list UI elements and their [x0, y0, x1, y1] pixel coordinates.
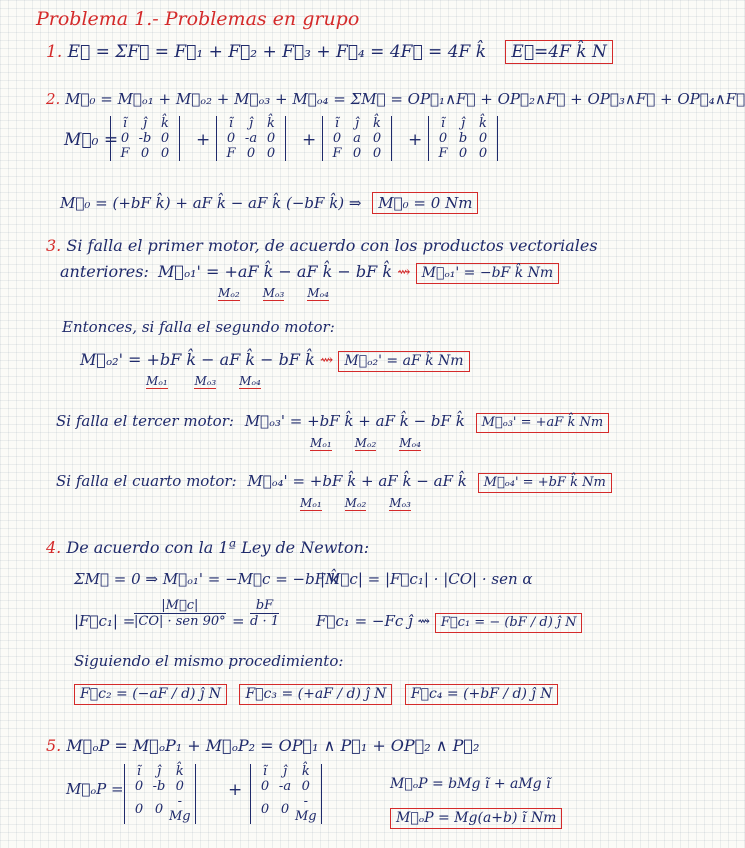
determinant-cell: -b	[138, 131, 152, 146]
problem-3-result4: M⃗ₒ₄' = +bF k̂ Nm	[478, 473, 612, 493]
determinant-row	[255, 794, 317, 824]
determinant-cell: 0	[372, 131, 382, 146]
determinant-row	[115, 146, 175, 161]
determinant-cell: 0	[260, 779, 270, 794]
determinant-cell: 0	[478, 146, 488, 161]
determinant-cell: F	[332, 146, 342, 161]
plus-sign: +	[228, 780, 243, 800]
determinant-row	[221, 146, 281, 161]
determinant-row	[433, 116, 493, 131]
determinant-cell: 0	[140, 146, 150, 161]
determinant-cell: k̂	[267, 116, 275, 131]
page-title: Problema 1.- Problemas en grupo	[36, 8, 360, 30]
fraction-1	[134, 598, 226, 629]
determinant-cell: ȷ̂	[142, 116, 148, 131]
determinant-cell: ȷ̂	[354, 116, 360, 131]
determinant-cell: ĩ	[334, 116, 340, 131]
problem-3-eq1: M⃗ₒ₁' = +aF k̂ − aF k̂ − bF k̂	[157, 262, 393, 281]
determinant-cell: F	[438, 146, 448, 161]
problem-4-eq4-row	[316, 612, 582, 633]
determinant-row	[221, 116, 281, 131]
problem-4-eq1: ΣM⃗ = 0 ⇒ M⃗ₒ₁' = −M⃗c = −bF k̂	[74, 570, 339, 588]
determinant-matrix	[115, 116, 175, 161]
fraction-1-denominator: |CO| · sen 90°	[134, 614, 226, 629]
problem-4-eq2: |M⃗c| = |F⃗c₁| · |CO| · sen α	[320, 570, 533, 588]
determinant-cell: ĩ	[136, 764, 142, 779]
determinant-cell: -b	[152, 779, 166, 794]
determinant-cell: k̂	[175, 764, 184, 779]
determinant-cell: a	[353, 131, 361, 146]
problem-3-text5: Si falla el cuarto motor:	[56, 472, 237, 490]
problem-3-result3: M⃗ₒ₃' = +aF k̂ Nm	[476, 413, 610, 433]
problem-3-number: 3.	[46, 236, 62, 255]
determinant-3	[322, 116, 392, 161]
determinant-cell: -Mg	[295, 794, 317, 824]
determinant-cell: F	[226, 146, 236, 161]
determinant-cell: ȷ̂	[460, 116, 466, 131]
fraction-2-numerator: bF	[250, 598, 279, 614]
determinant-row	[327, 146, 387, 161]
problem-4-text1	[46, 538, 369, 557]
plus-sign: +	[408, 130, 423, 150]
sub-labels-3: Mₒ₁ Mₒ₂ Mₒ₄	[310, 436, 421, 450]
determinant-cell: 0	[266, 146, 276, 161]
determinant-cell: ĩ	[228, 116, 234, 131]
determinant-cell: 0	[332, 131, 342, 146]
determinant-cell: 0	[120, 131, 130, 146]
problem-4-intro: De acuerdo con la 1ª Ley de Newton:	[66, 538, 370, 557]
problem-4-text2: Siguiendo el mismo procedimiento:	[74, 652, 344, 670]
determinant-5-2	[250, 764, 322, 824]
sub-labels-1: Mₒ₂ Mₒ₃ Mₒ₄	[218, 286, 329, 300]
sub-labels-4: Mₒ₁ Mₒ₂ Mₒ₃	[300, 496, 411, 510]
determinant-matrix	[433, 116, 493, 161]
problem-4-result2: F⃗c₂ = (−aF / d) ȷ̂ N	[74, 684, 227, 705]
problem-4-eq3b: =	[232, 612, 245, 630]
plus-sign: +	[196, 130, 211, 150]
problem-3-result2: M⃗ₒ₂' = aF k̂ Nm	[338, 351, 469, 372]
plus-sign: +	[302, 130, 317, 150]
determinant-cell: 0	[175, 779, 184, 794]
problem-5-equation: M⃗ₒP = M⃗ₒP₁ + M⃗ₒP₂ = OP⃗₁ ∧ P⃗₁ + OP⃗₂ ∧ P⃗₂	[66, 736, 480, 755]
determinant-cell: 0	[226, 131, 236, 146]
determinant-matrix	[129, 764, 191, 824]
determinant-cell: ĩ	[262, 764, 268, 779]
determinant-cell: 0	[372, 146, 382, 161]
problem-2-sum-equation: M⃗₀ = (+bF k̂) + aF k̂ − aF k̂ (−bF k̂) ⇒	[60, 194, 362, 212]
problem-4-eq4: F⃗c₁ = −Fc ȷ̂ ⇝	[316, 612, 431, 630]
determinant-row	[255, 764, 317, 779]
problem-5-result: M⃗ₒP = Mg(a+b) ĩ Nm	[390, 808, 562, 829]
determinant-row	[255, 779, 317, 794]
problem-4-results-row	[74, 684, 558, 705]
determinant-cell: 0	[154, 801, 164, 817]
problem-3-line2	[60, 262, 559, 284]
problem-5-header	[46, 736, 479, 755]
problem-1-result: E⃗=4F k̂ N	[505, 40, 612, 64]
determinant-cell: ȷ̂	[156, 764, 162, 779]
fraction-2	[250, 598, 279, 629]
problem-5-result-row	[390, 808, 562, 829]
problem-3-eq4: M⃗ₒ₄' = +bF k̂ + aF k̂ − aF k̂	[247, 472, 467, 490]
determinant-row	[433, 146, 493, 161]
determinant-row	[129, 779, 191, 794]
problem-3-eq3: M⃗ₒ₃' = +bF k̂ + aF k̂ − bF k̂	[244, 412, 465, 430]
problem-3-anteriores: anteriores:	[60, 262, 149, 281]
determinant-cell: 0	[260, 801, 270, 817]
fraction-2-denominator: d · 1	[250, 614, 279, 629]
determinant-matrix	[255, 764, 317, 824]
determinant-cell: 0	[438, 131, 448, 146]
problem-1	[46, 40, 613, 64]
problem-2-number: 2.	[46, 90, 61, 108]
problem-2-header	[46, 90, 745, 108]
determinant-cell: 0	[458, 146, 468, 161]
problem-2-sum	[60, 192, 478, 214]
determinant-cell: 0	[246, 146, 256, 161]
determinant-row	[129, 764, 191, 779]
determinant-cell: 0	[134, 801, 144, 817]
problem-3-line-eq3	[56, 412, 609, 433]
determinant-cell: ȷ̂	[248, 116, 254, 131]
determinant-cell: F	[120, 146, 130, 161]
problem-4-result3: F⃗c₃ = (+aF / d) ȷ̂ N	[239, 684, 392, 705]
determinant-row	[115, 131, 175, 146]
problem-3-eq2: M⃗ₒ₂' = +bF k̂ − aF k̂ − bF k̂	[80, 350, 315, 369]
problem-1-equation: E⃗ = ΣF⃗ = F⃗₁ + F⃗₂ + F⃗₃ + F⃗₄ = 4F⃗ = 4F k̂	[67, 42, 487, 62]
determinant-cell: 0	[160, 131, 170, 146]
determinant-cell: 0	[352, 146, 362, 161]
determinant-cell: 0	[478, 131, 488, 146]
determinant-cell: 0	[301, 779, 310, 794]
problem-3-text4: Si falla el tercer motor:	[56, 412, 234, 430]
determinant-row	[433, 131, 493, 146]
problem-3-text3: Entonces, si falla el segundo motor:	[62, 318, 335, 336]
determinant-cell: k̂	[479, 116, 487, 131]
determinant-cell: k̂	[161, 116, 169, 131]
determinant-row	[129, 794, 191, 824]
determinant-row	[221, 131, 281, 146]
determinant-matrix	[327, 116, 387, 161]
problem-4-number: 4.	[46, 538, 62, 557]
determinant-cell: 0	[160, 146, 170, 161]
problem-3-line-eq2	[80, 350, 470, 372]
determinant-cell: ȷ̂	[282, 764, 288, 779]
determinant-2	[216, 116, 286, 161]
problem-4-result4: F⃗c₄ = (+bF / d) ȷ̂ N	[405, 684, 559, 705]
problem-5-lhs: M⃗ₒP =	[66, 780, 124, 798]
determinant-cell: -Mg	[169, 794, 191, 824]
problem-3-intro: Si falla el primer motor, de acuerdo con los productos vectoriales	[66, 236, 598, 255]
determinant-row	[115, 116, 175, 131]
determinant-1	[110, 116, 180, 161]
sub-labels-2: Mₒ₁ Mₒ₃ Mₒ₄	[146, 374, 261, 388]
determinant-cell: 0	[266, 131, 276, 146]
determinant-cell: ĩ	[122, 116, 128, 131]
problem-1-number: 1.	[46, 42, 63, 62]
problem-5-number: 5.	[46, 736, 62, 755]
determinant-row	[327, 131, 387, 146]
problem-2-result: M⃗₀ = 0 Nm	[372, 192, 478, 214]
problem-4-eq3a: |F⃗c₁| =	[74, 612, 136, 630]
problem-4-result1: F⃗c₁ = − (bF / d) ȷ̂ N	[435, 613, 583, 633]
determinant-row	[327, 116, 387, 131]
problem-3-line-eq4	[56, 472, 612, 493]
determinant-5-1	[124, 764, 196, 824]
problem-3-result1: M⃗ₒ₁' = −bF k̂ Nm	[416, 263, 560, 284]
determinant-cell: 0	[280, 801, 290, 817]
determinant-cell: k̂	[301, 764, 310, 779]
determinant-matrix	[221, 116, 281, 161]
problem-5-res1: M⃗ₒP = bMg ĩ + aMg ĩ	[390, 776, 551, 792]
determinant-cell: -a	[278, 779, 292, 794]
squiggle-arrow: ⇝	[319, 350, 334, 369]
fraction-1-numerator: |M⃗c|	[134, 598, 226, 614]
problem-3-text1	[46, 236, 598, 255]
determinant-cell: k̂	[373, 116, 381, 131]
determinant-cell: 0	[134, 779, 144, 794]
determinant-cell: b	[458, 131, 468, 146]
problem-2-equation: M⃗₀ = M⃗ₒ₁ + M⃗ₒ₂ + M⃗ₒ₃ + M⃗ₒ₄ = ΣM⃗ = OP⃗₁∧F⃗ + OP⃗₂∧F⃗ + OP⃗₃∧F⃗ + OP⃗₄∧F⃗	[65, 90, 745, 108]
determinant-cell: ĩ	[440, 116, 446, 131]
determinant-4	[428, 116, 498, 161]
squiggle-arrow: ⇝	[397, 262, 411, 281]
problem-2-lhs: M⃗₀ =	[64, 130, 119, 150]
determinant-cell: -a	[244, 131, 258, 146]
